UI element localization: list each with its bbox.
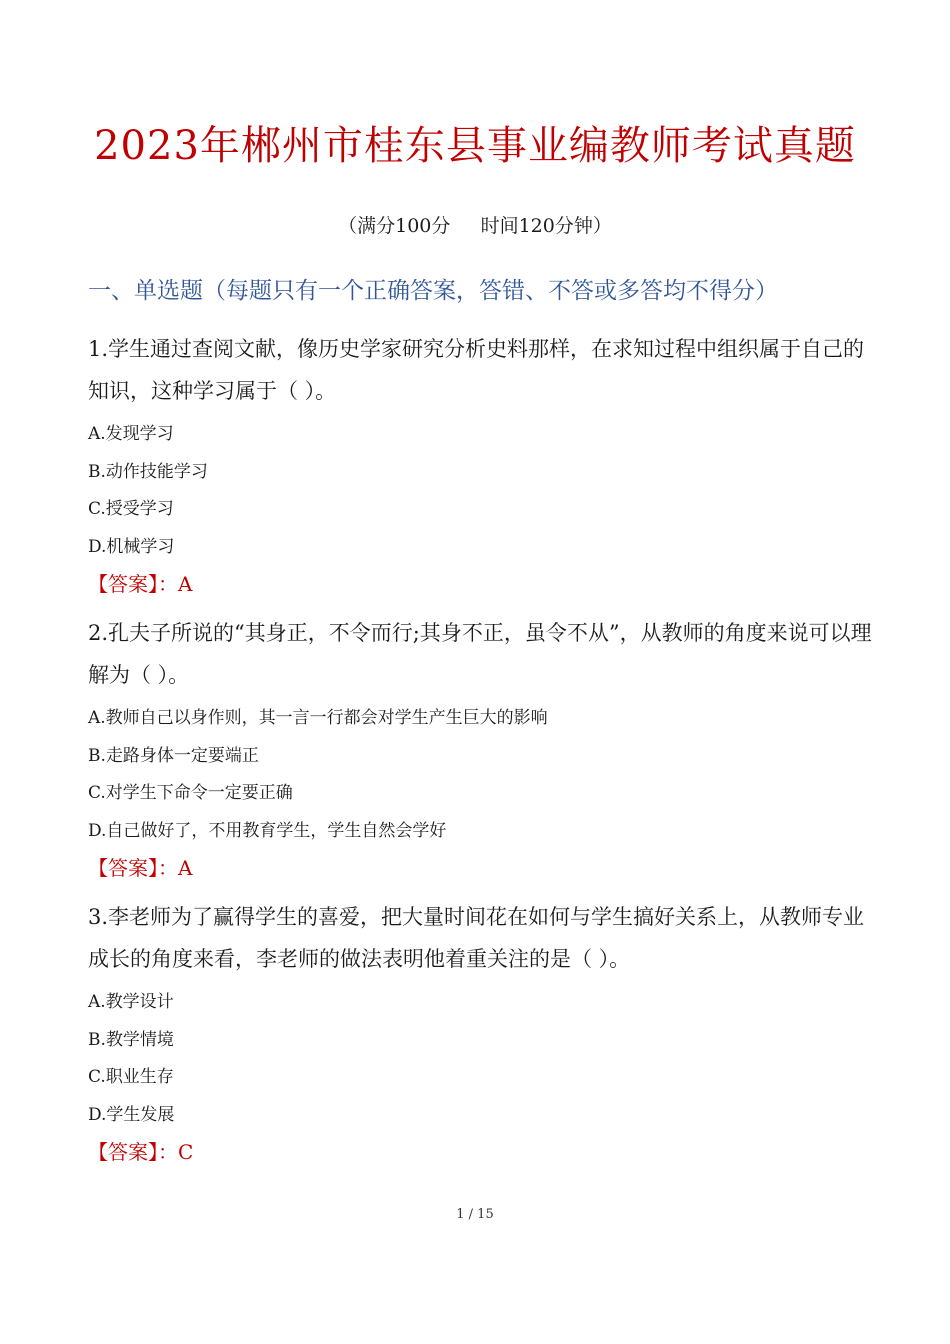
option-a: A.教学设计 [88,992,174,1012]
option-a: A.教师自己以身作则，其一言一行都会对学生产生巨大的影响 [88,708,548,728]
question-stem: 2.孔夫子所说的“其身正，不令而行;其身不正，虽令不从”，从教师的角度来说可以理解为（ ）。 [88,621,872,687]
option-c: C.对学生下命令一定要正确 [88,783,293,803]
exam-info: （满分100分 时间120分钟） [338,215,612,237]
question-list [88,328,878,1180]
option-d: D.学生发展 [88,1104,175,1125]
question-stem: 1.学生通过查阅文献，像历史学家研究分析史料那样，在求知过程中组织属于自己的知识，这种学习属于（ ）。 [88,337,865,403]
question-3 [88,896,878,1170]
document-title: 2023年郴州市桂东县事业编教师考试真题 [94,123,856,169]
answer: 【答案】：A [88,856,193,880]
answer: 【答案】：A [88,572,193,596]
answer: 【答案】：C [88,1140,194,1164]
option-a: A.发现学习 [88,424,174,444]
question-stem: 3.李老师为了赢得学生的喜爱，把大量时间花在如何与学生搞好关系上，从教师专业成长的角度来看，李老师的做法表明他着重关注的是（ ）。 [88,905,865,971]
question-1 [88,328,878,602]
option-b: B.教学情境 [88,1029,174,1050]
option-d: D.自己做好了，不用教育学生，学生自然会学好 [88,820,447,841]
option-c: C.职业生存 [88,1067,174,1087]
section-heading: 一、单选题（每题只有一个正确答案，答错、不答或多答均不得分） [88,278,778,304]
page-number: 1 / 15 [456,1207,494,1222]
question-2 [88,612,878,886]
option-b: B.动作技能学习 [88,461,208,482]
option-b: B.走路身体一定要端正 [88,745,259,766]
option-d: D.机械学习 [88,536,175,557]
option-c: C.授受学习 [88,499,174,519]
